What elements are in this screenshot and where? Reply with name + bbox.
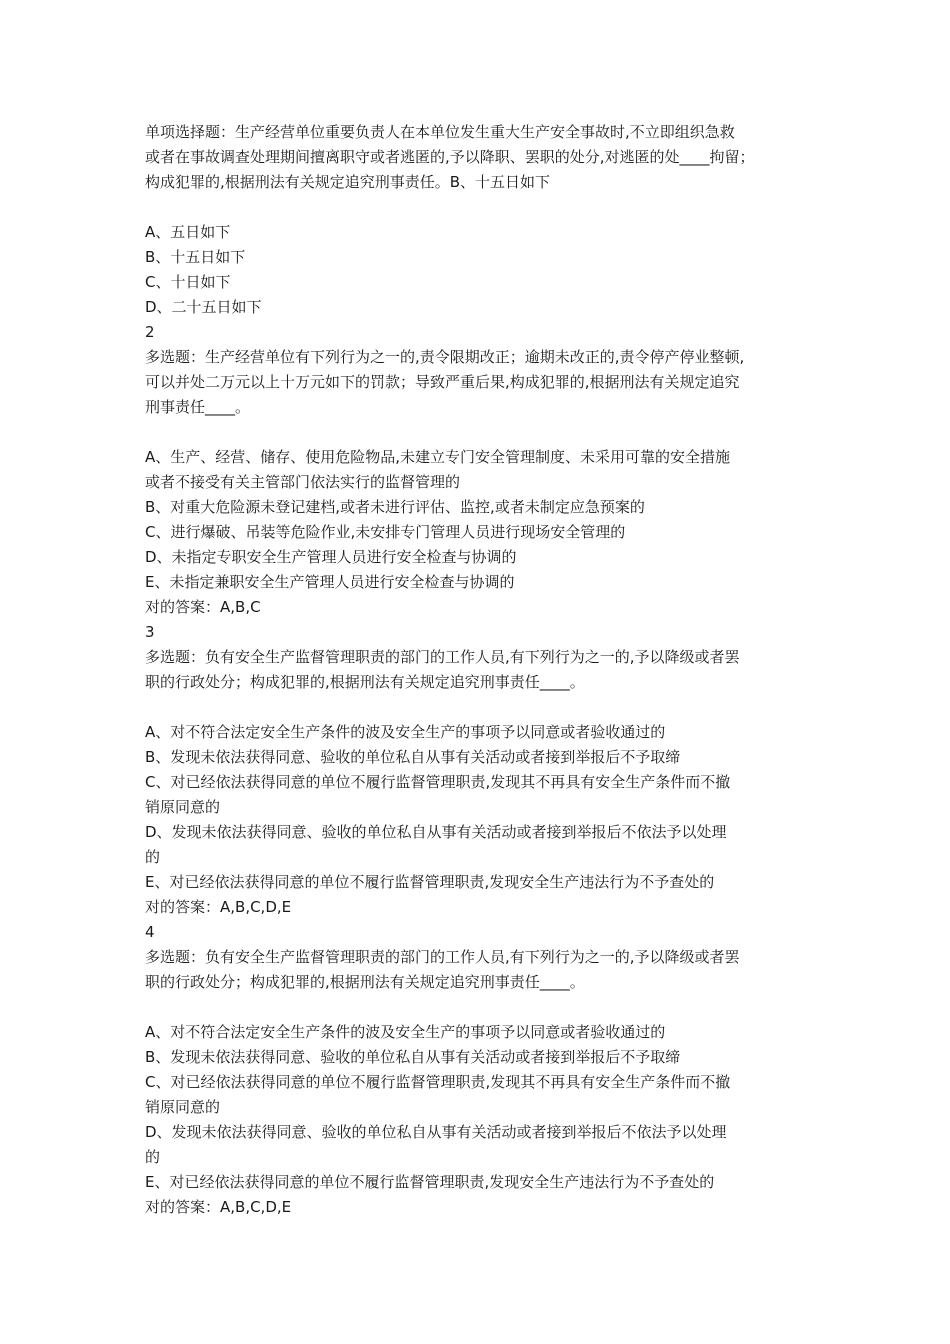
question-text-line: 构成犯罪的,根据刑法有关规定追究刑事责任。B、十五日如下 (145, 173, 551, 191)
spacer (145, 995, 817, 1020)
question-text-line: 可以并处二万元以上十万元如下的罚款；导致严重后果,构成犯罪的,根据刑法有关规定追究 (145, 373, 740, 391)
option-e: E、对已经依法获得同意的单位不履行监督管理职责,发现安全生产违法行为不予查处的 (145, 1173, 715, 1191)
question-1 (145, 120, 817, 320)
option-c: C、十日如下 (145, 273, 231, 291)
correct-answer: 对的答案：A,B,C,D,E (145, 1198, 292, 1216)
question-2 (145, 320, 817, 620)
correct-answer: 对的答案：A,B,C (145, 598, 261, 616)
option-b: B、发现未依法获得同意、验收的单位私自从事有关活动或者接到举报后不予取缔 (145, 1048, 681, 1066)
option-c: C、对已经依法获得同意的单位不履行监督管理职责,发现其不再具有安全生产条件而不撤 (145, 1073, 731, 1091)
option-b: B、十五日如下 (145, 248, 246, 266)
document-page (145, 120, 817, 1220)
option-a: A、五日如下 (145, 223, 231, 241)
spacer (145, 695, 817, 720)
question-text-line: 多选题：负有安全生产监督管理职责的部门的工作人员,有下列行为之一的,予以降级或者罢 (145, 648, 740, 666)
question-4 (145, 920, 817, 1220)
option-d-continued: 的 (145, 848, 161, 866)
option-d: D、二十五日如下 (145, 298, 262, 316)
option-d: D、发现未依法获得同意、验收的单位私自从事有关活动或者接到举报后不依法予以处理 (145, 1123, 727, 1141)
option-b: B、发现未依法获得同意、验收的单位私自从事有关活动或者接到举报后不予取缔 (145, 748, 681, 766)
question-3 (145, 620, 817, 920)
option-d-continued: 的 (145, 1148, 161, 1166)
option-d: D、未指定专职安全生产管理人员进行安全检查与协调的 (145, 548, 517, 566)
spacer (145, 195, 817, 220)
option-c: C、进行爆破、吊装等危险作业,未安排专门管理人员进行现场安全管理的 (145, 523, 626, 541)
option-e: E、对已经依法获得同意的单位不履行监督管理职责,发现安全生产违法行为不予查处的 (145, 873, 715, 891)
question-text-line: 刑事责任____。 (145, 398, 251, 416)
question-text-line: 多选题：负有安全生产监督管理职责的部门的工作人员,有下列行为之一的,予以降级或者罢 (145, 948, 740, 966)
option-b: B、对重大危险源未登记建档,或者未进行评估、监控,或者未制定应急预案的 (145, 498, 645, 516)
question-number: 4 (145, 923, 155, 941)
option-d: D、发现未依法获得同意、验收的单位私自从事有关活动或者接到举报后不依法予以处理 (145, 823, 727, 841)
option-c: C、对已经依法获得同意的单位不履行监督管理职责,发现其不再具有安全生产条件而不撤 (145, 773, 731, 791)
spacer (145, 420, 817, 445)
option-c-continued: 销原同意的 (145, 798, 221, 816)
correct-answer: 对的答案：A,B,C,D,E (145, 898, 292, 916)
question-text-line: 或者在事故调查处理期间擅离职守或者逃匿的,予以降职、罢职的处分,对逃匿的处____拘留； (145, 148, 755, 166)
option-a: A、对不符合法定安全生产条件的波及安全生产的事项予以同意或者验收通过的 (145, 723, 666, 741)
question-number: 2 (145, 323, 155, 341)
option-a: A、生产、经营、储存、使用危险物品,未建立专门安全管理制度、未采用可靠的安全措施 (145, 448, 731, 466)
question-text-line: 职的行政处分；构成犯罪的,根据刑法有关规定追究刑事责任____。 (145, 673, 585, 691)
question-text-line: 单项选择题：生产经营单位重要负责人在本单位发生重大生产安全事故时,不立即组织急救 (145, 123, 735, 141)
option-a-continued: 或者不接受有关主管部门依法实行的监督管理的 (145, 473, 461, 491)
option-c-continued: 销原同意的 (145, 1098, 221, 1116)
question-text-line: 多选题：生产经营单位有下列行为之一的,责令限期改正；逾期未改正的,责令停产停业整顿, (145, 348, 745, 366)
question-text-line: 职的行政处分；构成犯罪的,根据刑法有关规定追究刑事责任____。 (145, 973, 585, 991)
option-e: E、未指定兼职安全生产管理人员进行安全检查与协调的 (145, 573, 515, 591)
question-number: 3 (145, 623, 155, 641)
option-a: A、对不符合法定安全生产条件的波及安全生产的事项予以同意或者验收通过的 (145, 1023, 666, 1041)
